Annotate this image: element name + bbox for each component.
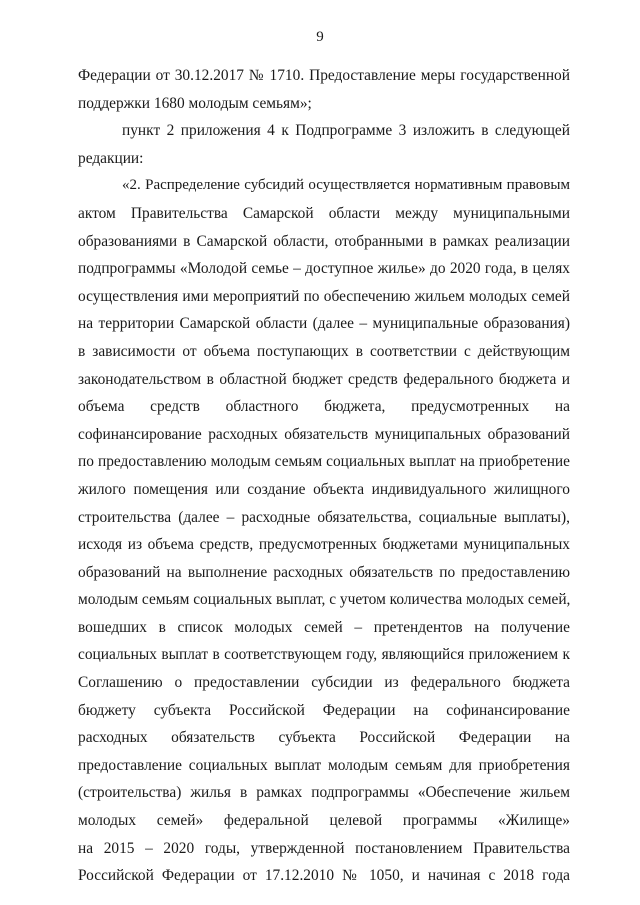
paragraph-3 (78, 172, 570, 889)
text-line: предоставление социальных выплат молодым семьям для приобретения (78, 756, 570, 774)
text-line: на территории Самарской области (далее – муниципальные образования) (78, 315, 570, 333)
text-line: молодым семьям социальных выплат, с учетом количества молодых семей, (78, 591, 571, 609)
document-body (78, 62, 570, 890)
text-line: образованиями в Самарской области, отобранными в рамках реализации (78, 232, 570, 250)
text-line: расходных обязательств субъекта Российской Федерации на (78, 729, 570, 747)
text-line: бюджету субъекта Российской Федерации на софинансирование (78, 701, 570, 719)
text-line: в зависимости от объема поступающих в соответствии с действующим (78, 342, 570, 360)
paragraph-1 (78, 62, 570, 117)
text-line: исходя из объема средств, предусмотренных бюджетами муниципальных (78, 536, 570, 554)
text-line: на 2015 – 2020 годы, утвержденной постановлением Правительства (78, 839, 570, 857)
text-line: актом Правительства Самарской области между муниципальными (78, 204, 570, 222)
text-line: объема средств областного бюджета, предусмотренных на (78, 398, 570, 416)
text-line: (строительства) жилья в рамках подпрограммы «Обеспечение жильем (78, 784, 570, 802)
page-number: 9 (316, 29, 324, 45)
text-line: молодых семей» федеральной целевой программы «Жилище» (78, 812, 570, 830)
text-line: поддержки 1680 молодым семьям»; (78, 94, 312, 112)
text-line: образований на выполнение расходных обязательств по предоставлению (78, 563, 570, 581)
text-line: осуществления ими мероприятий по обеспечению жильем молодых семей (78, 287, 570, 305)
text-line: законодательством в областной бюджет средств федерального бюджета и (78, 370, 570, 388)
text-line: «2. Распределение субсидий осуществляется нормативным правовым (122, 177, 570, 194)
text-line: вошедших в список молодых семей – претендентов на получение (78, 618, 570, 636)
text-line: Федерации от 30.12.2017 № 1710. Предоставление меры государственной (78, 67, 570, 84)
text-line: по предоставлению молодым семьям социальных выплат на приобретение (78, 453, 570, 471)
text-line: Соглашению о предоставлении субсидии из федерального бюджета (78, 674, 570, 692)
paragraph-2 (78, 117, 570, 172)
text-line: Российской Федерации от 17.12.2010 № 1050, и начиная с 2018 года (78, 867, 570, 885)
text-line: редакции: (78, 149, 144, 167)
text-line: строительства (далее – расходные обязательства, социальные выплаты), (78, 508, 570, 526)
text-line: подпрограммы «Молодой семье – доступное жилье» до 2020 года, в целях (78, 260, 570, 278)
text-line: софинансирование расходных обязательств муниципальных образований (78, 425, 570, 443)
text-line: социальных выплат в соответствующем году, являющийся приложением к (78, 646, 570, 664)
text-line: жилого помещения или создание объекта индивидуального жилищного (78, 480, 570, 498)
text-line: пункт 2 приложения 4 к Подпрограмме 3 изложить в следующей (122, 122, 570, 140)
